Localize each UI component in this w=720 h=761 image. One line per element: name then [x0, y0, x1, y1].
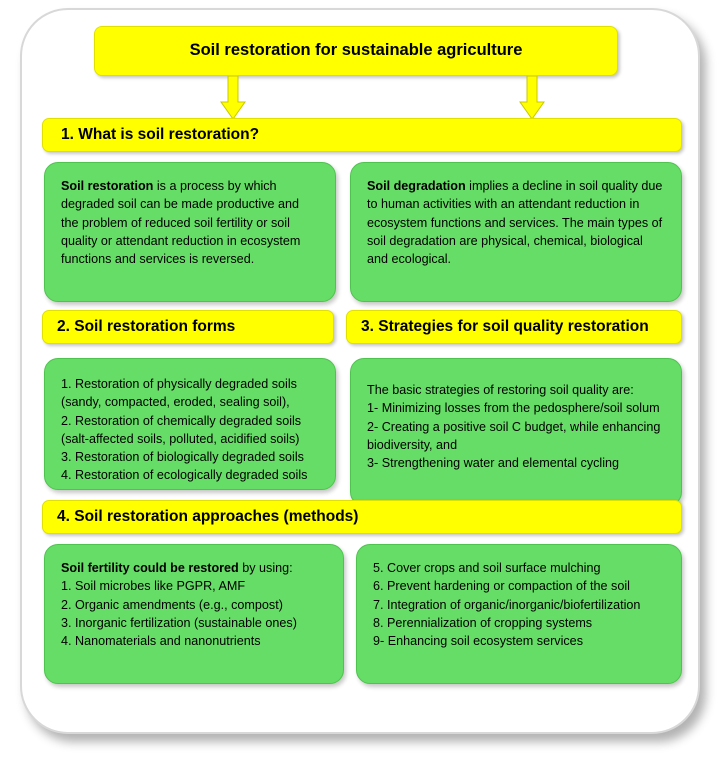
diagram-inner-area [22, 10, 702, 736]
diagram-title: Soil restoration for sustainable agriculture [189, 41, 523, 60]
section-heading-2 [42, 310, 334, 344]
section-heading-3 [346, 310, 682, 344]
list-item: 2. Organic amendments (e.g., compost) [61, 597, 283, 612]
section-heading-4-label: 4. Soil restoration approaches (methods) [57, 507, 359, 525]
list-item: 4. Restoration of ecologically degraded soils [61, 468, 308, 483]
list-item: 3. Inorganic fertilization (sustainable ones) [61, 615, 297, 630]
list-item: 1. Restoration of physically degraded soils (sandy, compacted, eroded, sealing soil), [61, 377, 301, 410]
card-soil-degradation-definition [350, 162, 682, 302]
card-soil-quality-strategies [350, 358, 682, 506]
down-arrow-icon-right [519, 76, 545, 120]
list-item: 3- Strengthening water and elemental cycling [367, 456, 620, 470]
list-item: 7. Integration of organic/inorganic/biofertilization [373, 597, 641, 612]
list-item: 9- Enhancing soil ecosystem services [373, 634, 583, 648]
card-4a-lead: Soil fertility could be restored [61, 561, 239, 575]
list-item: 5. Cover crops and soil surface mulching [373, 561, 601, 575]
card-soil-fertility-methods [44, 544, 344, 684]
section-heading-2-label: 2. Soil restoration forms [57, 317, 236, 335]
list-item: 2. Restoration of chemically degraded soils (salt-affected soils, polluted, acidified soils) [61, 413, 305, 446]
diagram-frame [20, 8, 700, 734]
list-item: 1. Soil microbes like PGPR, AMF [61, 579, 246, 594]
card-soil-restoration-forms [44, 358, 336, 490]
list-item: 6. Prevent hardening or compaction of the soil [373, 579, 630, 594]
list-item: 4. Nanomaterials and nanonutrients [61, 634, 261, 648]
section-heading-4 [42, 500, 682, 534]
card-soil-restoration-definition [44, 162, 336, 302]
section-heading-1 [42, 118, 682, 152]
list-item: 3. Restoration of biologically degraded soils [61, 450, 304, 464]
card-4a-lead-tail: by using: [238, 561, 293, 575]
down-arrow-icon-left [220, 76, 246, 120]
section-heading-3-label: 3. Strategies for soil quality restoration [361, 317, 649, 335]
card-1b-lead: Soil degradation [367, 179, 466, 193]
card-soil-restoration-practices [356, 544, 682, 684]
section-heading-1-label: 1. What is soil restoration? [61, 125, 260, 143]
card-1b-body: implies a decline in soil quality due to human activities with an attendant reduction in ecosystem functions and services. The main types of soil degradation are physical, chemical, biological and ecological. [367, 179, 663, 266]
card-1a-lead: Soil restoration [61, 179, 154, 193]
card-1a-body: is a process by which degraded soil can be made productive and the problem of reduced soil fertility or soil quality or attendant reduction in ecosystem functions and services is reversed. [61, 179, 301, 266]
diagram-title-bar [94, 26, 618, 76]
list-item: 2- Creating a positive soil C budget, while enhancing biodiversity, and [367, 419, 664, 452]
card-3-intro: The basic strategies of restoring soil quality are: [367, 383, 634, 397]
list-item: 1- Minimizing losses from the pedosphere/soil solum [367, 401, 660, 416]
list-item: 8. Perennialization of cropping systems [373, 615, 593, 630]
